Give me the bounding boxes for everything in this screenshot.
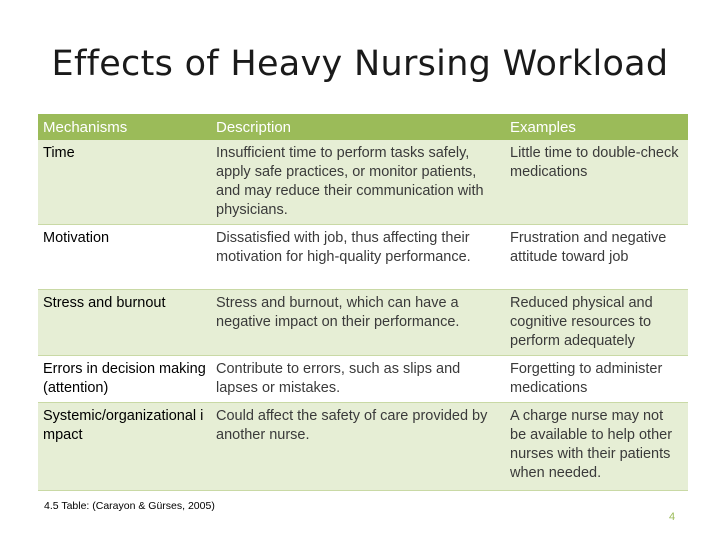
header-mechanisms: Mechanisms xyxy=(38,114,211,140)
mechanism-cell: Time xyxy=(38,140,211,225)
example-cell: Little time to double-check medications xyxy=(505,140,688,225)
mechanism-cell: Motivation xyxy=(38,225,211,290)
table-row xyxy=(38,225,688,290)
slide-title: Effects of Heavy Nursing Workload xyxy=(51,44,669,84)
description-cell: Contribute to errors, such as slips and lapses or mistakes. xyxy=(211,356,505,403)
table-row xyxy=(38,140,688,225)
mechanism-cell: Systemic/organizational impact xyxy=(38,403,211,491)
description-cell: Could affect the safety of care provided by another nurse. xyxy=(211,403,505,491)
example-cell: Frustration and negative attitude toward job xyxy=(505,225,688,290)
table-header-row xyxy=(38,114,688,140)
header-examples: Examples xyxy=(505,114,688,140)
description-cell: Insufficient time to perform tasks safely, apply safe practices, or monitor patients, and may reduce their communication with physicians. xyxy=(211,140,505,225)
description-cell: Dissatisfied with job, thus affecting their motivation for high-quality performance. xyxy=(211,225,505,290)
example-cell: Reduced physical and cognitive resources to perform adequately xyxy=(505,290,688,356)
header-description: Description xyxy=(211,114,505,140)
example-cell: A charge nurse may not be available to help other nurses with their patients when needed. xyxy=(505,403,688,491)
example-cell: Forgetting to administer medications xyxy=(505,356,688,403)
table-row xyxy=(38,356,688,403)
description-cell: Stress and burnout, which can have a negative impact on their performance. xyxy=(211,290,505,356)
workload-effects-table xyxy=(38,114,688,491)
source-citation: 4.5 Table: (Carayon & Gürses, 2005) xyxy=(44,500,215,512)
mechanism-cell: Stress and burnout xyxy=(38,290,211,356)
table-row xyxy=(38,403,688,491)
page-number: 4 xyxy=(669,511,676,523)
mechanism-cell: Errors in decision making (attention) xyxy=(38,356,211,403)
table-row xyxy=(38,290,688,356)
